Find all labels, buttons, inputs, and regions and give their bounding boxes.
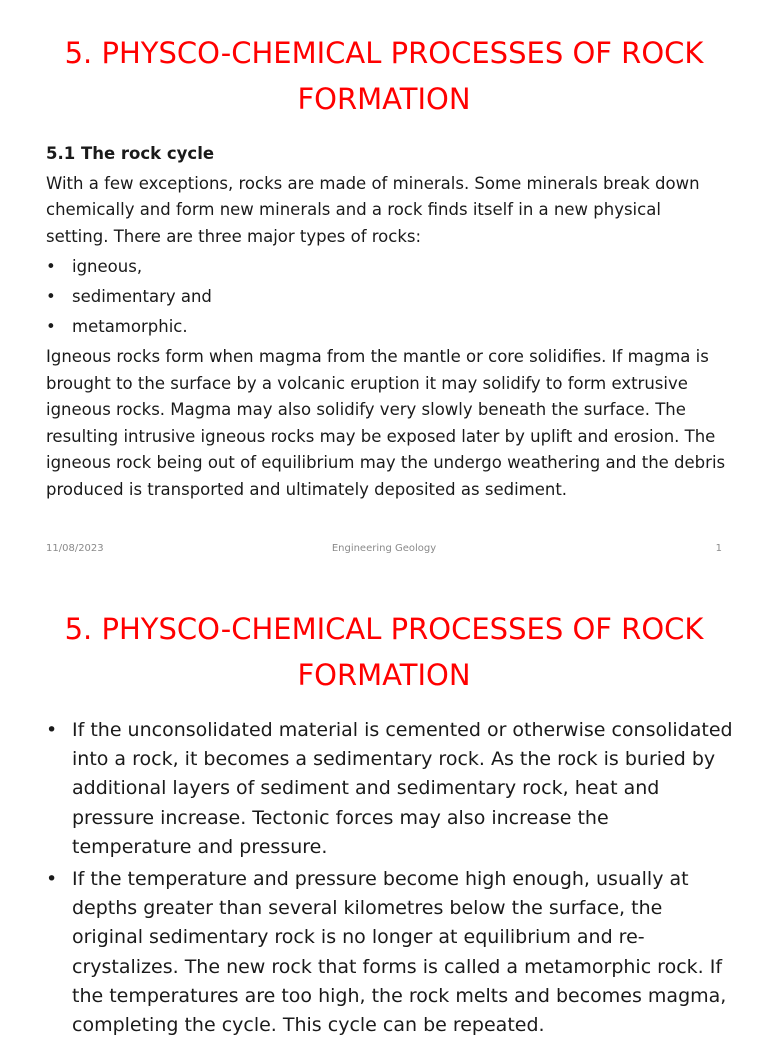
slide-body xyxy=(44,716,734,1043)
footer-date: 11/08/2023 xyxy=(46,543,104,554)
slide-2 xyxy=(0,582,768,1037)
slide-body xyxy=(46,141,726,503)
slide-footer xyxy=(46,543,722,557)
list-item: • If the temperature and pressure become high enough, usually at depths greater than several kilometres below the surface, the original sedimentary rock is no longer at equilibrium and re-crystalizes. The new rock that forms is called a metamorphic rock. If the temperatures are too high, the rock melts and becomes magma, completing the cycle. This cycle can be repeated. xyxy=(44,865,734,1040)
list-item: • metamorphic. xyxy=(46,312,726,342)
bullet-list xyxy=(44,716,734,1040)
section-heading: 5.1 The rock cycle xyxy=(46,144,215,163)
footer-course: Engineering Geology xyxy=(331,543,437,554)
list-item: • sedimentary and xyxy=(46,282,726,312)
igneous-paragraph: Igneous rocks form when magma from the mantle or core solidifies. If magma is brought to the surface by a volcanic eruption it may solidify to form extrusive igneous rocks. Magma may also solidify very slowly beneath the surface. The resulting intrusive igneous rocks may be exposed later by uplift and erosion. The igneous rock being out of equilibrium may the undergo weathering and the debris produced is transported and ultimately deposited as sediment. xyxy=(46,347,726,499)
footer-page-number: 1 xyxy=(715,543,722,554)
slide-title: 5. PHYSCO-CHEMICAL PROCESSES OF ROCK FORMATION xyxy=(64,36,704,116)
rock-types-list xyxy=(46,252,726,342)
list-item: • If the unconsolidated material is cemented or otherwise consolidated into a rock, it becomes a sedimentary rock. As the rock is buried by additional layers of sediment and sedimentary rock, heat and pressure increase. Tectonic forces may also increase the temperature and pressure. xyxy=(44,716,734,862)
list-item: • igneous, xyxy=(46,252,726,282)
slide-title: 5. PHYSCO-CHEMICAL PROCESSES OF ROCK FORMATION xyxy=(64,612,704,692)
intro-paragraph: With a few exceptions, rocks are made of minerals. Some minerals break down chemically and form new minerals and a rock finds itself in a new physical setting. There are three major types of rocks: xyxy=(46,173,700,246)
